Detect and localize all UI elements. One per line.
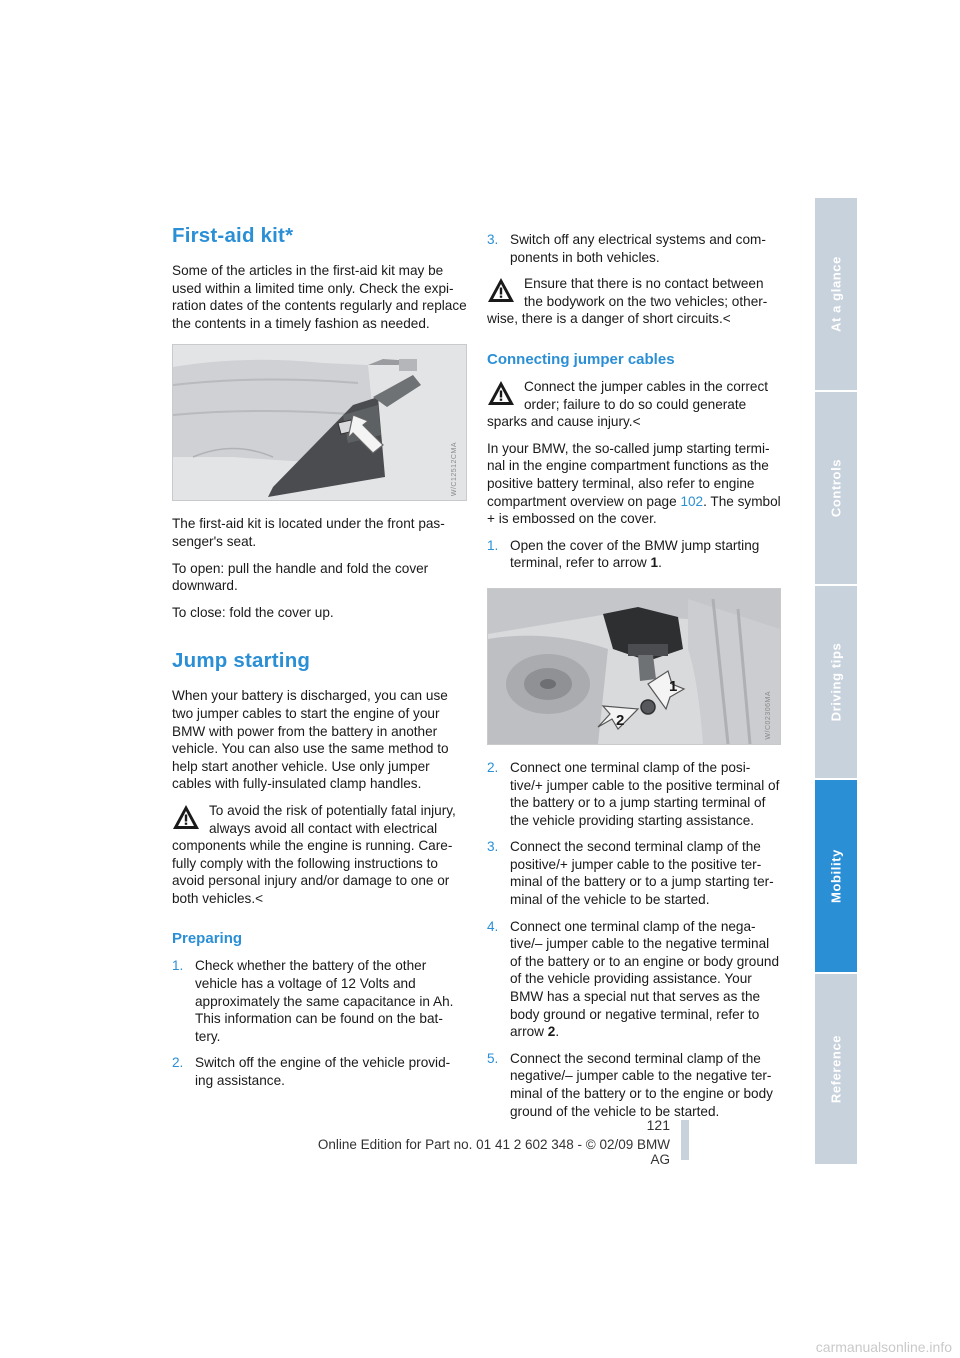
jump-terminal-figure (487, 588, 781, 745)
list-item (487, 231, 783, 266)
warning-text: To avoid the risk of potentially fatal injury, always avoid all contact with electrical components while the engine is running. Care-fully comply with the following instructions to avoid personal injury and/or damage to one or both vehicles. (172, 802, 456, 906)
warning-triangle-icon (487, 380, 515, 406)
warning-note (487, 378, 783, 431)
right-column (487, 231, 783, 1129)
arrow-reference: 1 (650, 555, 659, 571)
tab-reference[interactable] (815, 974, 857, 1166)
list-item: 1. Open the cover of the BMW jump starting terminal, refer to arrow 1. (487, 537, 760, 571)
step-text: Connect the second terminal clamp of the positive/+ jumper cable to the positive ter-minal of the battery or to a jump starting ter-minal of the vehicle to be started. (510, 839, 774, 908)
preparing-heading: Preparing (172, 930, 243, 948)
paragraph-text: In your BMW, the so-called jump starting termi-nal in the engine compartment functions as the positive battery terminal, also refer to engine compartment overview on page (487, 440, 770, 509)
step-text: Open the cover of the BMW jump starting terminal, refer to arrow (510, 537, 760, 571)
warning-text: Ensure that there is no contact between the bodywork on the two vehicles; other-wise, there is a danger of short circuits. (487, 276, 768, 327)
first-aid-close: To close: fold the cover up. (172, 604, 334, 620)
step-number: 3. (487, 232, 499, 247)
warning-triangle-icon (487, 277, 515, 303)
step-text: Switch off the engine of the vehicle provid-ing assistance. (195, 1055, 451, 1089)
tab-label: Controls (828, 458, 844, 518)
section-tab-bar (815, 198, 857, 1166)
connecting-steps (487, 537, 783, 572)
warning-text: Connect the jumper cables in the correct order; failure to do so could generate sparks and cause injury. (487, 378, 769, 430)
arrow-label-1: 1 (669, 677, 678, 695)
tab-controls[interactable] (815, 392, 857, 586)
step-number: 2. (172, 1055, 184, 1071)
warning-end-marker: < (722, 311, 731, 327)
step-number: 5. (487, 1050, 499, 1066)
tab-label: At a glance (828, 256, 844, 332)
warning-note (172, 802, 468, 908)
first-aid-open: To open: pull the handle and fold the cover downward. (172, 560, 429, 594)
warning-end-marker: < (255, 890, 264, 906)
first-aid-heading: First-aid kit* (172, 224, 294, 247)
step-number: 2. (487, 759, 499, 775)
step-number: 1. (172, 958, 184, 974)
step-number: 3. (487, 839, 499, 855)
first-aid-location: The first-aid kit is located under the front pas-senger's seat. (172, 516, 445, 549)
tab-label: Reference (828, 1034, 844, 1104)
connecting-heading: Connecting jumper cables (487, 350, 675, 368)
footer-marker-bar (681, 1120, 689, 1160)
jump-starting-heading: Jump starting (172, 649, 311, 673)
step-text: Connect the second terminal clamp of the negative/– jumper cable to the negative ter-minal of the battery or to the engine or body ground of the vehicle to be started. (510, 1050, 773, 1119)
step-text: Connect one terminal clamp of the posi-tive/+ jumper cable to the positive terminal of the battery or to a jump starting terminal of the vehicle providing starting assistance. (510, 759, 780, 828)
arrow-reference: 2 (547, 1024, 556, 1040)
paragraph-text: . The symbol + is embossed on the cover. (487, 493, 781, 527)
step-number: 4. (487, 918, 499, 934)
edition-footer: Online Edition for Part no. 01 41 2 602 348 - © 02/09 BMW AG (317, 1137, 670, 1167)
list-item (172, 1054, 468, 1089)
step-text: Switch off any electrical systems and com-ponents in both vehicles. (510, 232, 766, 265)
tab-mobility[interactable] (815, 780, 857, 974)
preparing-steps-continued (487, 231, 783, 266)
list-item: 4. Connect one terminal clamp of the nega-tive/– jumper cable to the negative terminal of the battery or to an engine or body ground of the vehicle providing assistance. Your BMW has a special nut that serves as the body ground or negative terminal, refer to arrow 2. (487, 918, 780, 1040)
warning-note (487, 275, 783, 328)
preparing-steps (172, 957, 468, 1089)
step-number: 1. (487, 537, 499, 553)
first-aid-intro: Some of the articles in the first-aid kit may be used within a limited time only. Check the expi-ration dates of the contents regularly and replace the contents in a timely fashion as needed. (172, 263, 467, 331)
warning-triangle-icon (172, 804, 200, 830)
tab-at-a-glance[interactable] (815, 198, 857, 392)
list-item (172, 957, 468, 1045)
list-item (487, 1050, 783, 1120)
left-column (172, 224, 468, 1099)
tab-driving-tips[interactable] (815, 586, 857, 780)
engine-compartment-illustration (488, 589, 780, 744)
step-text: Connect one terminal clamp of the nega-tive/– jumper cable to the negative terminal of the battery or to an engine or body ground of the vehicle providing assistance. Your BMW has a special nut that serves as the body ground or negative terminal, refer to arrow (510, 918, 780, 1040)
list-item (487, 759, 783, 829)
arrow-label-2: 2 (616, 711, 625, 729)
tab-label: Mobility (828, 849, 844, 903)
warning-end-marker: < (632, 414, 641, 430)
list-item (487, 838, 783, 908)
connecting-steps-continued (487, 759, 783, 1120)
watermark: carmanualsonline.info (815, 1339, 952, 1355)
tab-label: Driving tips (828, 642, 844, 722)
jump-terminal-paragraph (487, 440, 783, 528)
figure-code: W/C12512CMA (451, 442, 459, 497)
page-number: 121 (646, 1117, 670, 1133)
step-text: Check whether the battery of the other vehicle has a voltage of 12 Volts and approximately the same capacitance in Ah. This information can be found on the bat-tery. (195, 958, 454, 1044)
jump-starting-intro: When your battery is discharged, you can use two jumper cables to start the engine of your BMW with power from the battery in another vehicle. You can also use the same method to help start another vehicle. Use only jumper cables with fully-insulated clamp handles. (172, 688, 449, 792)
first-aid-figure (172, 344, 467, 501)
figure-code: W/C02306MA (765, 691, 773, 740)
page-reference-link[interactable]: 102 (680, 493, 704, 509)
first-aid-kit-illustration (173, 345, 466, 500)
